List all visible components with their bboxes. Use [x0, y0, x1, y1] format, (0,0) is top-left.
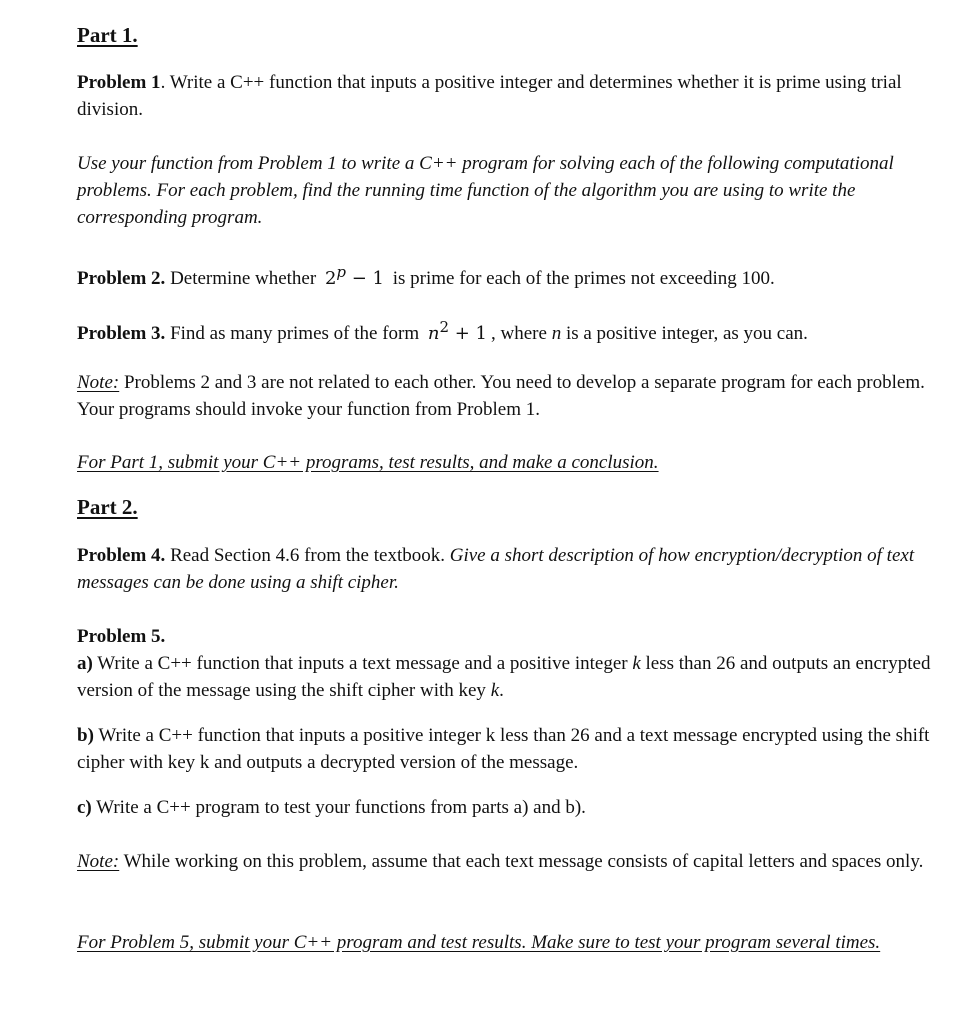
problem5a-label: a)	[77, 653, 93, 674]
problem3-label: Problem 3.	[77, 323, 166, 344]
note2-text: While working on this problem, assume that each text message consists of capital letters and spaces only.	[119, 851, 924, 872]
problem5a-paragraph	[77, 650, 937, 704]
part2-heading: Part 2.	[77, 495, 138, 519]
problem3-text-after: is a positive integer, as you can.	[561, 323, 808, 344]
problem5a-text1: Write a C++ function that inputs a text message and a positive integer	[92, 653, 633, 674]
problem4-italic: Give a short description of how encryption/decryption of text messages can be done using a shift cipher.	[77, 545, 915, 593]
problem3-text-mid: , where	[491, 323, 552, 344]
problem5b-paragraph	[77, 722, 937, 776]
part2-submit-instructions: For Problem 5, submit your C++ program and test results. Make sure to test your program several times.	[77, 932, 881, 953]
problem1-paragraph	[77, 69, 937, 123]
problem2-label: Problem 2.	[77, 268, 166, 289]
instructions-paragraph: Use your function from Problem 1 to write a C++ program for solving each of the following computational problems. For each problem, find the running time function of the algorithm you are using to write the corresponding program.	[77, 153, 894, 228]
note1-paragraph	[77, 369, 937, 423]
problem3-paragraph	[77, 314, 937, 347]
note1-text: Problems 2 and 3 are not related to each other. You need to develop a separate program for each problem. Your programs should invoke your function from Problem 1.	[77, 372, 925, 420]
part1-submit-instructions: For Part 1, submit your C++ programs, test results, and make a conclusion.	[77, 452, 659, 473]
problem4-text: Read Section 4.6 from the textbook.	[165, 545, 450, 566]
problem5-label: Problem 5.	[77, 626, 166, 647]
problem4-label: Problem 4.	[77, 545, 166, 566]
problem2-formula-exponent: p	[336, 263, 347, 281]
problem1-label: Problem 1	[77, 72, 161, 93]
note1-label: Note:	[77, 372, 120, 393]
problem5c-paragraph	[77, 794, 937, 821]
problem3-formula	[424, 318, 491, 344]
problem2-formula-base: 2	[324, 268, 337, 289]
problem2-text-before: Determine whether	[165, 268, 321, 289]
problem5a-k1: k	[632, 653, 641, 674]
problem3-formula-exponent: 2	[439, 318, 450, 336]
problem5a-text2: less than 26 and outputs an encrypted version of the message using the shift cipher with key	[77, 653, 931, 701]
problem2-paragraph	[77, 259, 937, 292]
problem1-text: . Write a C++ function that inputs a positive integer and determines whether it is prime using trial division.	[77, 72, 902, 120]
problem5a-k2: k	[490, 680, 500, 701]
problem3-formula-rest: + 1	[449, 323, 488, 344]
problem2-formula-rest: − 1	[346, 268, 384, 289]
problem3-text-before: Find as many primes of the form	[165, 323, 424, 344]
note2-paragraph	[77, 848, 937, 875]
problem2-text-after: is prime for each of the primes not exceeding 100.	[388, 268, 775, 289]
problem2-formula	[321, 263, 388, 289]
problem3-var-n: n	[551, 323, 562, 344]
problem5c-text: Write a C++ program to test your functions from parts a) and b).	[91, 797, 586, 818]
problem5c-label: c)	[77, 797, 92, 818]
problem4-paragraph	[77, 542, 937, 596]
problem5b-label: b)	[77, 725, 94, 746]
problem5-label-line	[77, 623, 937, 650]
note2-label: Note:	[77, 851, 120, 872]
problem3-formula-var: n	[427, 323, 440, 344]
problem5a-text3: .	[499, 680, 504, 701]
part1-heading: Part 1.	[77, 23, 138, 47]
problem5b-text: Write a C++ function that inputs a positive integer k less than 26 and a text message encrypted using the shift cipher with key k and outputs a decrypted version of the message.	[77, 725, 930, 773]
